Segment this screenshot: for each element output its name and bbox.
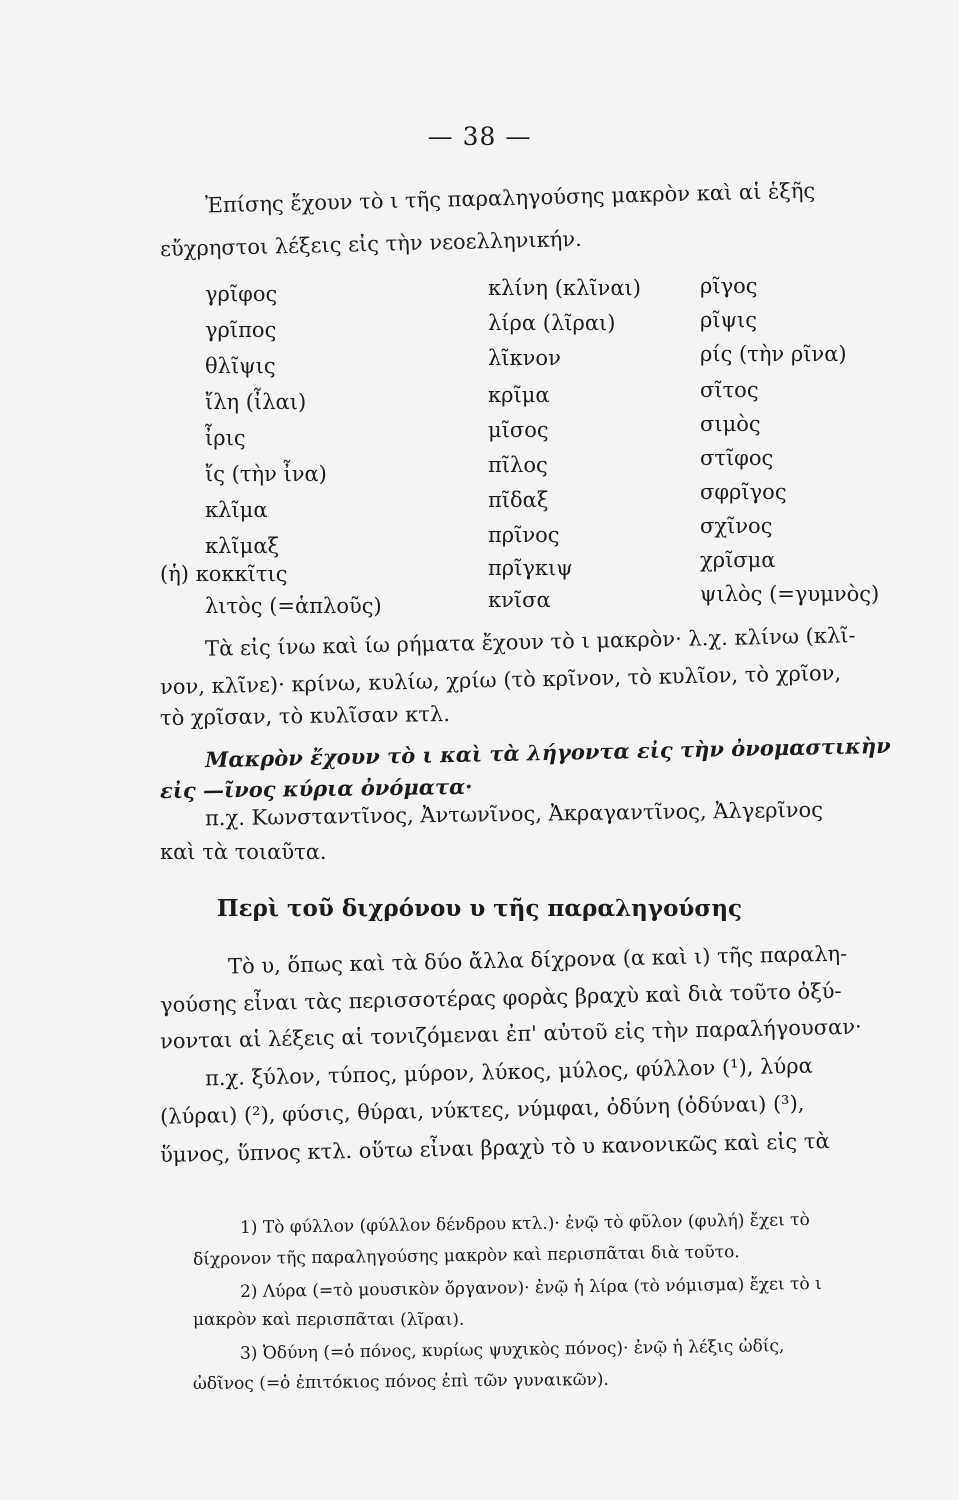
- word-col2-6: πῖλος: [488, 453, 548, 477]
- word-col3-3: ρίς (τὴν ρῖνα): [700, 342, 847, 366]
- word-col1-10: λιτὸς (=ἁπλοῦς): [205, 594, 382, 618]
- word-col1-4: ἴλη (ἶλαι): [205, 390, 307, 414]
- para4-line-4: π.χ. ξύλον, τύπος, μύρον, λύκος, μύλος, φύλλον (¹), λύρα: [204, 1053, 813, 1091]
- section-heading: Περὶ τοῦ διχρόνου υ τῆς παραληγούσης: [216, 895, 743, 922]
- word-col1-6: ἴς (τὴν ἶνα): [205, 462, 327, 486]
- footnote-3-line-1: 3) Ὀδύνη (=ὁ πόνος, κυρίως ψυχικὸς πόνος)· ἐνῷ ἡ λέξις ὠδίς,: [239, 1336, 785, 1364]
- word-col3-2: ρῖψις: [700, 308, 758, 332]
- page-number: — 38 —: [427, 122, 532, 151]
- word-col1-1: γρῖφος: [205, 282, 278, 306]
- word-col2-3: λῖκνον: [488, 346, 561, 370]
- word-col1-8: κλῖμαξ: [205, 534, 280, 558]
- word-col3-7: σφρῖγος: [700, 480, 787, 504]
- word-col3-9: χρῖσμα: [700, 548, 776, 572]
- para4-line-5: (λύραι) (²), φύσις, θύραι, νύκτες, νύμφαι, ὀδύνη (ὀδύναι) (³),: [159, 1091, 805, 1129]
- word-col1-5: ἶρις: [205, 426, 246, 450]
- word-col3-4: σῖτος: [700, 378, 759, 402]
- para3-line-2: καὶ τὰ τοιαῦτα.: [160, 840, 327, 864]
- word-col2-1: κλίνη (κλῖναι): [488, 276, 641, 300]
- para4-line-2: γούσης εἶναι τὰς περισσοτέρας φορὰς βραχὺ καὶ διὰ τοῦτο ὀξύ-: [159, 978, 842, 1018]
- para2-line-3: τὸ χρῖσαν, τὸ κυλῖσαν κτλ.: [159, 701, 451, 731]
- intro-line-1: Ἐπίσης ἔχουν τὸ ι τῆς παραληγούσης μακρὸν καὶ αἱ ἑξῆς: [204, 178, 816, 218]
- para3-line-1: π.χ. Κωνσταντῖνος, Ἀντωνῖνος, Ἀκραγαντῖνος, Ἀλγερῖνος: [204, 797, 824, 831]
- word-col3-8: σχῖνος: [700, 514, 773, 538]
- word-col2-2: λίρα (λῖραι): [488, 311, 616, 335]
- footnote-1-line-1: 1) Τὸ φύλλον (φύλλον δένδρου κτλ.)· ἐνῷ τὸ φῦλον (φυλή) ἔχει τὸ: [239, 1210, 810, 1238]
- para2-line-2: νον, κλῖνε)· κρίνω, κυλίω, χρίω (τὸ κρῖνον, τὸ κυλῖον, τὸ χρῖον,: [159, 660, 842, 700]
- para4-line-1: Τὸ υ, ὅπως καὶ τὰ δύο ἄλλα δίχρονα (α καὶ ι) τῆς παραλη-: [227, 941, 848, 979]
- word-col1-9: (ἡ) κοκκῖτις: [160, 562, 288, 586]
- word-col1-3: θλῖψις: [205, 354, 276, 378]
- para3-emph-line-2: εἰς —ῖνος κύρια ὀνόματα·: [159, 773, 473, 804]
- word-col2-8: πρῖνος: [488, 523, 560, 547]
- word-col1-7: κλῖμα: [205, 498, 268, 522]
- para4-line-3: νονται αἱ λέξεις αἱ τονιζόμεναι ἐπ' αὐτοῦ εἰς τὴν παραλήγουσαν·: [159, 1014, 862, 1054]
- word-col3-6: στῖφος: [700, 446, 774, 470]
- footnote-3-line-2: ὠδῖνος (=ὁ ἐπιτόκιος πόνος ἐπὶ τῶν γυναικῶν).: [192, 1369, 610, 1395]
- para3-emph-line-1: Μακρὸν ἔχουν τὸ ι καὶ τὰ λήγοντα εἰς τὴν ὀνομαστικὴν: [204, 732, 891, 773]
- footnote-2-line-1: 2) Λύρα (=τὸ μουσικὸν ὄργανον)· ἐνῷ ἡ λίρα (τὸ νόμισμα) ἔχει τὸ ι: [239, 1273, 822, 1303]
- word-col3-1: ρῖγος: [700, 274, 758, 298]
- word-col1-2: γρῖπος: [205, 318, 277, 342]
- footnote-2-line-2: μακρὸν καὶ περισπᾶται (λῖραι).: [193, 1310, 465, 1330]
- word-col2-9: πρῖγκιψ: [488, 556, 573, 580]
- para2-line-1: Τὰ εἰς ίνω καὶ ίω ρήματα ἔχουν τὸ ι μακρὸν· λ.χ. κλίνω (κλῖ-: [204, 623, 856, 661]
- word-col3-10: ψιλὸς (=γυμνὸς): [700, 582, 880, 606]
- word-col2-4: κρῖμα: [488, 383, 550, 407]
- intro-line-2: εὔχρηστοι λέξεις εἰς τὴν νεοελληνικήν.: [159, 226, 583, 262]
- word-col2-10: κνῖσα: [488, 588, 551, 612]
- word-col3-5: σιμὸς: [700, 412, 761, 436]
- para4-line-6: ὕμνος, ὕπνος κτλ. οὕτω εἶναι βραχὺ τὸ υ κανονικῶς καὶ εἰς τὰ: [159, 1128, 830, 1168]
- footnote-1-line-2: δίχρονον τῆς παραληγούσης μακρὸν καὶ περισπᾶται διὰ τοῦτο.: [192, 1242, 740, 1270]
- word-col2-7: πῖδαξ: [488, 488, 549, 512]
- word-col2-5: μῖσος: [488, 418, 549, 442]
